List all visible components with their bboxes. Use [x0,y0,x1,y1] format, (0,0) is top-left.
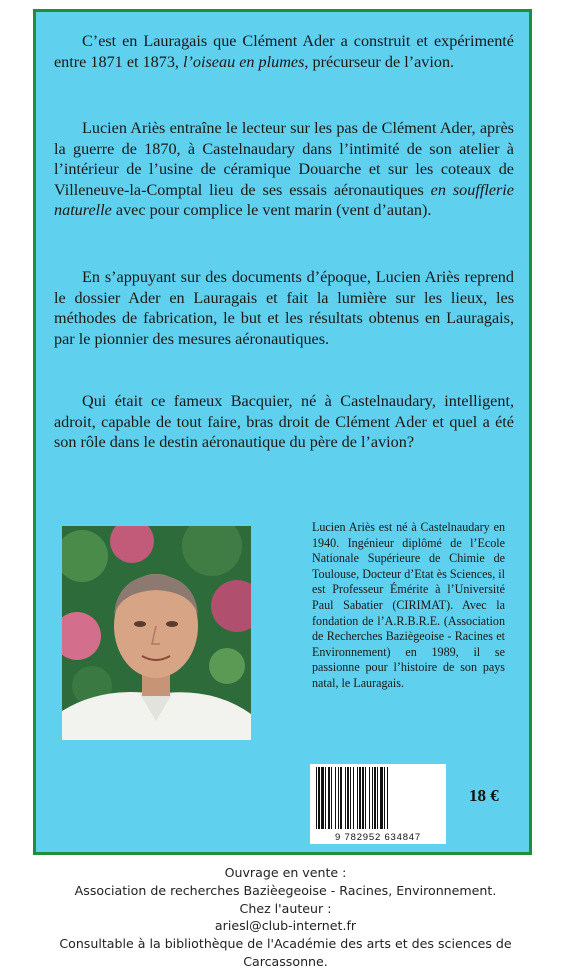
cover-paragraph-2 [54,118,514,221]
cover-paragraph-3: En s’appuyant sur des documents d’époque, Lucien Ariès reprend le dossier Ader en Lauragais et fait la lumière sur les lieux, les méthodes de fabrication, le but et les résultats obtenus en Lauragais, par le pionnier des mesures aéronautiques. [54,268,514,348]
footer-line-association: Association de recherches Bazièegeoise - Racines, Environnement. [74,882,497,898]
paragraph-text: Lucien Ariès entraîne le lecteur sur les pas de Clément Ader, après la guerre de 1870, à Castelnaudary dans l’intimité de son atelier à l’intérieur de l’usine de céramique Douarche et sur les coteaux de Villeneuve-la-Comptal lieu de ses essais aéronautiques [54,119,514,199]
paragraph-text: avec pour complice le vent marin (vent d’autan). [111,201,432,220]
paragraph-italic: en soufflerie naturelle [54,180,514,220]
footer-line-sale: Ouvrage en vente : [224,865,347,880]
paragraph-text: , précurseur de l’avion. [304,52,455,71]
footer-line-author: Chez l'auteur : [239,900,332,916]
cover-paragraph-1 [54,31,514,72]
paragraph-italic: l’oiseau en plumes [183,52,305,71]
isbn-barcode [310,764,446,844]
footer-line-library: Consultable à la bibliothèque de l'Académie des arts et des sciences de [59,936,512,952]
paragraph-text: C’est en Lauragais que Clément Ader a construit et expérimenté entre 1871 et 1873, [54,32,514,71]
author-bio: Lucien Ariès est né à Castelnaudary en 1940. Ingénieur diplômé de l’Ecole Nationale Supérieure de Chimie de Toulouse, Docteur d’Etat ès Sciences, il est Professeur Émérite à l’Université Paul Sabatier (CIRIMAT). Avec la fondation de l’A.R.B.R.E. (Association de Recherches Baziègeoise - Racines et Environnement) en 1989, il se passionne pour l’histoire de son pays natal, le Lauragais. [312,520,505,690]
price-label: 18 € [469,786,499,805]
footer-line-city: Carcassonne. [243,953,328,969]
cover-paragraph-4: Qui était ce fameux Bacquier, né à Castelnaudary, intelligent, adroit, capable de tout faire, bras droit de Clément Ader et quel a été son rôle dans le destin aéronautique du père de l’avion? [54,392,514,452]
barcode-graphic [314,767,442,829]
book-back-cover [33,9,532,855]
isbn-number: 9 782952 634847 [335,832,421,843]
footer-author-email: ariesl@club-internet.fr [214,918,357,934]
page-footer [0,864,571,971]
author-photo [62,526,251,740]
